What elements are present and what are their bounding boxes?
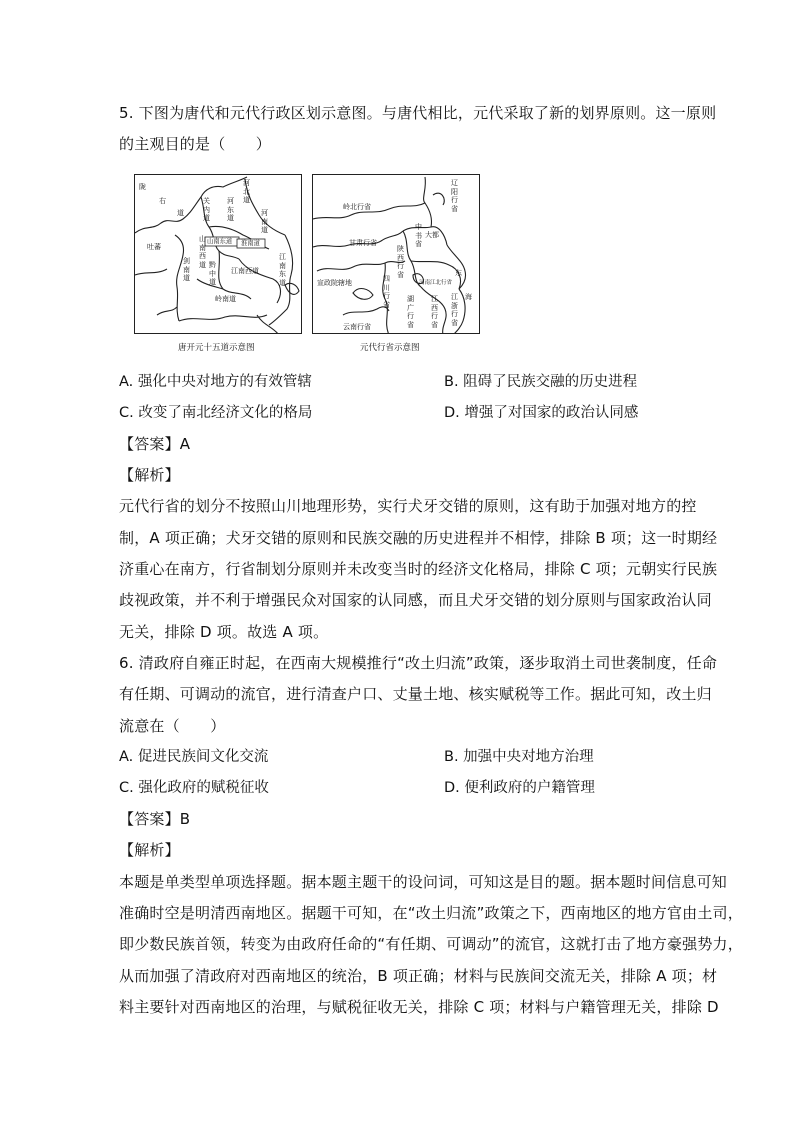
q6-option-d[interactable]: D. 便利政府的户籍管理 xyxy=(444,780,595,796)
q6-option-b[interactable]: B. 加强中央对地方治理 xyxy=(444,749,594,765)
q6-analysis-line: 准确时空是明清西南地区。据题干可知，在“改土归流”政策之下，西南地区的地方官由土司， xyxy=(119,904,743,922)
yuan-label-henanjiangbei: 河南江北行省 xyxy=(419,280,453,286)
tang-label-shannandong: 山南东道 xyxy=(207,238,233,245)
tang-label-long: 陇 xyxy=(139,183,146,191)
tang-map-caption: 唐开元十五道示意图 xyxy=(178,343,255,353)
yuan-label-yunnan: 云南行省 xyxy=(343,323,371,331)
q6-option-a[interactable]: A. 促进民族间文化交流 xyxy=(119,749,269,765)
tang-label-hebei: 河北道 xyxy=(243,179,250,204)
yuan-map-caption: 元代行省示意图 xyxy=(360,343,420,353)
tang-label-shannanxi: 山南西道 xyxy=(199,235,206,269)
yuan-label-dadu: 大都 xyxy=(425,231,439,239)
tang-label-qianzhong: 黔中道 xyxy=(209,261,216,286)
q5-option-b[interactable]: B. 阻碍了民族交融的历史进程 xyxy=(444,374,638,390)
yuan-label-xuanzhengyuan: 宣政院辖地 xyxy=(317,279,352,287)
q6-stem-line: 有任期、可调动的流官，进行清查户口、丈量土地、核实赋税等工作。据此可知，改土归 xyxy=(119,685,712,703)
yuan-label-zhongshu: 中书省 xyxy=(415,223,422,248)
q5-stem-line-2: 的主观目的是（ ） xyxy=(119,135,272,153)
yuan-label-lingbei: 岭北行省 xyxy=(343,203,371,211)
q5-analysis-line: 济重心在南方，行省制划分原则并未改变当时的经济文化格局，排除 C 项；元朝实行民族 xyxy=(119,560,718,578)
q5-answer: 【答案】A xyxy=(119,435,191,453)
q6-stem-line: 流意在（ ） xyxy=(119,717,226,735)
yuan-label-dong: 东 xyxy=(455,269,462,277)
q5-analysis-line: 歧视政策，并不利于增强民众对国家的认同感，而且犬牙交错的划分原则与国家政治认同 xyxy=(119,591,712,609)
q6-analysis-title: 【解析】 xyxy=(119,841,180,859)
tang-label-jiannan: 剑南道 xyxy=(183,257,190,282)
q6-analysis-line: 料主要针对西南地区的治理，与赋税征收无关，排除 C 项；材料与户籍管理无关，排除 D xyxy=(119,998,719,1016)
q5-analysis-title: 【解析】 xyxy=(119,466,180,484)
yuan-label-jiangzhe: 江浙行省 xyxy=(451,293,458,327)
q6-analysis-line: 从而加强了清政府对西南地区的统治，B 项正确；材料与民族间交流无关，排除 A 项；材 xyxy=(119,967,718,985)
tang-label-jiangnandong: 江南东道 xyxy=(279,253,286,287)
tang-label-guannei: 关内道 xyxy=(203,197,210,222)
q6-analysis-line: 即少数民族首领，转变为由政府任命的“有任期、可调动”的流官，这就打击了地方豪强势力， xyxy=(119,935,743,953)
yuan-label-hai: 海 xyxy=(465,293,472,301)
q6-analysis-line: 本题是单类型单项选择题。据本题主题干的设问词，可知这是目的题。据本题时间信息可知 xyxy=(119,873,728,891)
yuan-label-gansu: 甘肃行省 xyxy=(349,239,377,247)
yuan-label-jiangxi: 江西行省 xyxy=(431,295,438,329)
tang-label-jiangnanxi: 江南西道 xyxy=(231,267,259,275)
tang-label-henan: 河南道 xyxy=(261,209,268,234)
tang-label-tubo: 吐蕃 xyxy=(147,243,161,251)
tang-label-lingnan: 岭南道 xyxy=(215,295,236,303)
q5-analysis-line: 无关，排除 D 项。故选 A 项。 xyxy=(119,623,329,641)
q6-answer: 【答案】B xyxy=(119,810,191,828)
tang-label-hedong: 河东道 xyxy=(227,197,234,222)
q5-option-a[interactable]: A. 强化中央对地方的有效管辖 xyxy=(119,374,312,390)
q5-stem-line-1: 5. 下图为唐代和元代行政区划示意图。与唐代相比，元代采取了新的划界原则。这一原则 xyxy=(119,104,717,122)
tang-label-you: 右 xyxy=(159,197,166,205)
tang-label-huainan: 淮南道 xyxy=(241,240,260,247)
yuan-label-sichuan: 四川行省 xyxy=(383,275,390,309)
yuan-label-shaanxi: 陕西行省 xyxy=(397,245,404,279)
q6-option-c[interactable]: C. 强化政府的赋税征收 xyxy=(119,780,269,796)
q5-option-c[interactable]: C. 改变了南北经济文化的格局 xyxy=(119,405,313,421)
yuan-label-huguang: 湖广行省 xyxy=(407,295,414,329)
q5-map-figure xyxy=(134,174,484,353)
q5-analysis-line: 制，A 项正确；犬牙交错的原则和民族交融的历史进程并不相悖，排除 B 项；这一时期经 xyxy=(119,529,718,547)
yuan-label-liaoyang: 辽阳行省 xyxy=(451,179,458,213)
q5-option-d[interactable]: D. 增强了对国家的政治认同感 xyxy=(444,405,639,421)
yuan-map xyxy=(312,174,480,334)
q5-analysis-line: 元代行省的划分不按照山川地理形势，实行犬牙交错的原则，这有助于加强对地方的控 xyxy=(119,497,697,515)
tang-label-dao: 道 xyxy=(177,209,184,217)
q6-stem-line: 6. 清政府自雍正时起，在西南大规模推行“改土归流”政策，逐步取消土司世袭制度，任命 xyxy=(119,654,718,672)
tang-map xyxy=(134,174,302,334)
